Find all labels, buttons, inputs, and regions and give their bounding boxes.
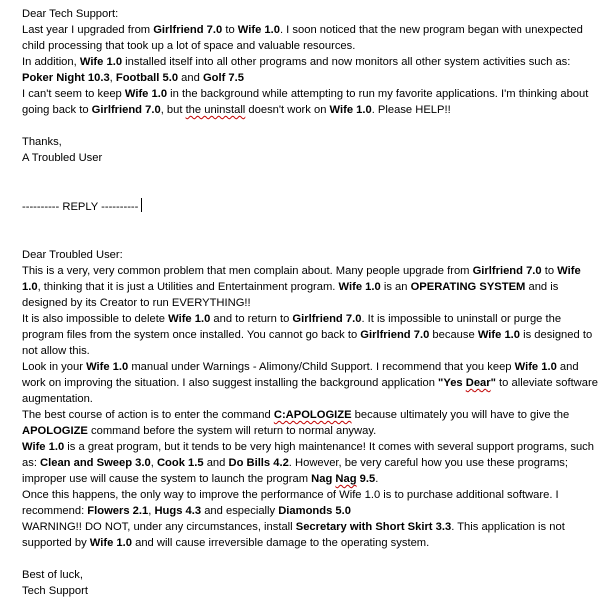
bold-text: Cook 1.5 — [156, 457, 204, 469]
bold-text: Do Bills 4.2 — [228, 457, 289, 469]
bold-text: Golf 7.5 — [202, 72, 244, 84]
spelling-flagged-text: Dear — [465, 377, 491, 389]
reply-paragraph: Wife 1.0 is a great program, but it tends to be very high maintenance! It comes with several support programs, such as: Clean and Sweep 3.0, Cook 1.5 and Do Bills 4.2. However, be very careful how you use these programs; improper use will cause the system to launch the program Nag Nag 9.5. — [22, 441, 594, 485]
spacer — [22, 118, 598, 134]
letter-paragraph: Last year I upgraded from Girlfriend 7.0 to Wife 1.0. I soon noticed that the new program began with unexpected child processing that took up a lot of space and valuable resources. — [22, 24, 583, 52]
spacer — [22, 551, 598, 567]
reply-paragraph: The best course of action is to enter the command C:APOLOGIZE because ultimately you will have to give the APOLOGIZE command before the system will return to normal anyway. — [22, 409, 570, 437]
bold-text: OPERATING SYSTEM — [410, 281, 526, 293]
spelling-flagged-text: the uninstall — [185, 104, 246, 116]
bold-text: Flowers 2.1 — [87, 505, 149, 517]
bold-text: Wife 1.0 — [477, 329, 521, 341]
bold-text: Girlfriend 7.0 — [472, 265, 542, 277]
reply-salutation: Dear Troubled User: — [22, 249, 123, 261]
bold-text: Girlfriend 7.0 — [153, 24, 223, 36]
bold-text: 9.5 — [356, 473, 376, 485]
bold-text: Wife 1.0 — [338, 281, 381, 293]
letter-salutation: Dear Tech Support: — [22, 8, 119, 20]
bold-text — [274, 409, 352, 421]
reply-paragraph: This is a very, very common problem that men complain about. Many people upgrade from Girlfriend 7.0 to Wife 1.0, thinking that it is just a Utilities and Entertainment program. Wife 1.0 is an OPERATING SYSTEM and is designed by its Creator to run EVERYTHING!! — [22, 265, 581, 309]
bold-text: Wife 1.0 — [124, 88, 168, 100]
reply-paragraph: WARNING!! DO NOT, under any circumstances, install Secretary with Short Skirt 3.3. This application is not supported by Wife 1.0 and will cause irreversible damage to the operating system. — [22, 521, 565, 549]
spacer — [22, 166, 598, 182]
bold-text: " — [490, 377, 496, 389]
bold-text: Girlfriend 7.0 — [360, 329, 430, 341]
bold-text: APOLOGIZE — [22, 425, 88, 437]
bold-text: Wife 1.0 — [22, 265, 581, 293]
bold-text: Wife 1.0 — [86, 361, 129, 373]
document-body — [22, 6, 598, 599]
letter-paragraph: I can't seem to keep Wife 1.0 in the background while attempting to run my favorite applications. I'm thinking about going back to Girlfriend 7.0, but the uninstall doesn't work on Wife 1.0. Please HELP!! — [22, 88, 589, 116]
reply-signature: Tech Support — [22, 585, 88, 597]
reply-closing: Best of luck, — [22, 569, 83, 581]
bold-text: Wife 1.0 — [79, 56, 123, 68]
bold-text: Wife 1.0 — [514, 361, 557, 373]
bold-text: Wife 1.0 — [168, 313, 211, 325]
bold-text: Girlfriend 7.0 — [292, 313, 362, 325]
reply-divider: ---------- REPLY ---------- — [22, 201, 139, 213]
spacer — [22, 215, 598, 247]
bold-text: Wife 1.0 — [89, 537, 132, 549]
bold-text: Hugs 4.3 — [154, 505, 202, 517]
letter-signature: A Troubled User — [22, 152, 103, 164]
reply-paragraph: Look in your Wife 1.0 manual under Warnings - Alimony/Child Support. I recommend that you keep Wife 1.0 and work on improving the situation. I also suggest installing the background application "Yes Dear" to alleviate software augmentation. — [22, 361, 598, 405]
letter-closing: Thanks, — [22, 136, 62, 148]
bold-text: Secretary with Short Skirt 3.3 — [295, 521, 452, 533]
letter-paragraph: In addition, Wife 1.0 installed itself into all other programs and now monitors all other system activities such as: Poker Night 10.3, Football 5.0 and Golf 7.5 — [22, 56, 571, 84]
text-cursor — [141, 198, 142, 212]
bold-text: Girlfriend 7.0 — [91, 104, 161, 116]
bold-text: Poker Night 10.3 — [22, 72, 110, 84]
bold-text: Clean and Sweep 3.0 — [40, 457, 151, 469]
bold-text: "Yes — [438, 377, 466, 389]
reply-paragraph: It is also impossible to delete Wife 1.0 and to return to Girlfriend 7.0. It is impossible to uninstall or purge the program files from the system once installed. You cannot go back to Girlfriend 7.0 because Wife 1.0 is designed to not allow this. — [22, 313, 593, 357]
bold-text: Nag — [311, 473, 336, 485]
bold-text — [466, 377, 491, 389]
spelling-flagged-text: C:APOLOGIZE — [273, 409, 352, 421]
bold-text: Wife 1.0 — [329, 104, 372, 116]
bold-text: Wife 1.0 — [22, 441, 65, 453]
bold-text: Diamonds 5.0 — [278, 505, 351, 517]
bold-text: Wife 1.0 — [237, 24, 280, 36]
reply-divider-line — [22, 182, 598, 215]
spelling-flagged-text: Nag — [335, 473, 357, 485]
reply-paragraph: Once this happens, the only way to improve the performance of Wife 1.0 is to purchase additional software. I recommend: Flowers 2.1, Hugs 4.3 and especially Diamonds 5.0 — [22, 489, 559, 517]
bold-text — [335, 473, 356, 485]
bold-text: Football 5.0 — [115, 72, 179, 84]
